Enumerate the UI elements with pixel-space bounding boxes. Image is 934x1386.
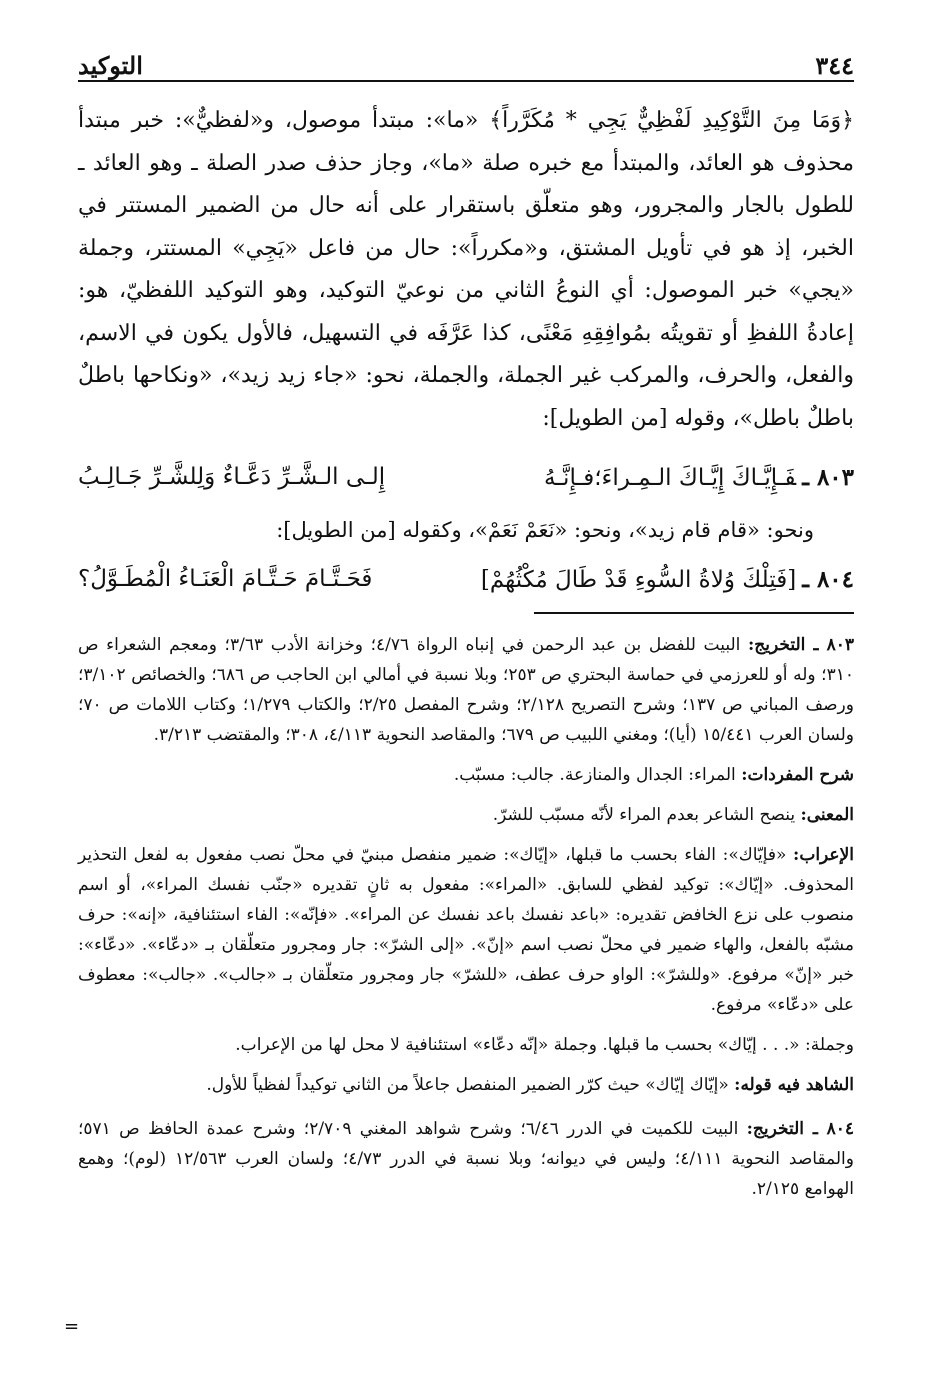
verse-803-number: ٨٠٣ ـ: [802, 463, 854, 491]
verse-804-number: ٨٠٤ ـ: [802, 565, 854, 593]
vocabulary-text: المراء: الجدال والمنازعة. جالب: مسبّب.: [453, 765, 736, 785]
footnote-804-takhrij: [78, 1114, 854, 1204]
footnote-804-label: ٨٠٤ ـ التخريج:: [746, 1119, 855, 1139]
verse-803-first-hemistich: [544, 464, 854, 491]
verse-804-first-text: [فَتِلْكَ وُلاةُ السُّوءِ قَدْ طَالَ مُكْثُهُمْ]: [480, 566, 797, 593]
main-paragraph: ﴿وَمَا مِنَ التَّوْكِيدِ لَفْظِيٌّ يَجِي * مُكَرَّراً﴾ «ما»: مبتدأ موصول، و«لفظيٌّ»: خبر مبتدأ محذوف هو العائد، والمبتدأ مع خبره صلة «ما»، وجاز حذف صدر الصلة ـ وهو العائد ـ للطول بالجار والمجرور، وهو متعلّق باستقرار على أنه حال من الضمير المستتر في الخبر، إذ هو في تأويل المشتق، و«مكرراً»: حال من فاعل «يَجِي» المستتر، وجملة «يجي» خبر الموصول: أي النوعُ الثاني من نوعيّ التوكيد، وهو التوكيد اللفظيّ، هو: إعادةُ اللفظِ أو تقويتُه بمُوافِقِهِ مَعْنًى، كذا عَرَّفَه في التسهيل، فالأول يكون في الاسم، والفعل، والحرف، والمركب غير الجملة، والجملة، نحو: «جاء زيد زيد»، «ونكاحها باطلٌ باطلٌ باطل»، وقوله [من الطويل]:: [78, 108, 854, 431]
footnote-803-takhrij: [78, 630, 854, 750]
verse-803: [78, 448, 854, 506]
vocabulary-label: شرح المفردات:: [741, 765, 854, 785]
meaning-label: المعنى:: [800, 805, 854, 825]
footnote-separator: [534, 612, 854, 614]
page-number: ٣٤٤: [815, 51, 854, 80]
intermediate-text: ونحو: «قام قام زيد»، ونحو: «نَعَمْ نَعَمْ»، وكقوله [من الطويل]:: [276, 518, 814, 542]
page-header: [78, 38, 854, 82]
verse-804-first-hemistich: [481, 566, 854, 593]
meaning-note: [78, 800, 854, 830]
irab-note: [78, 840, 854, 1020]
sentences-note: وجملة: «. . . إيّاك» بحسب ما قبلها. وجملة «إنّه دعّاء» استئنافية لا محل لها من الإعراب.: [235, 1035, 854, 1055]
verse-804: [78, 550, 854, 608]
footnotes: [78, 630, 854, 1204]
irab-text: «فإيّاك»: الفاء بحسب ما قبلها، «إيّاك»: ضمير منفصل مبنيّ في محلّ نصب مفعول به لفعل التحذير المحذوف. «إيّاك»: توكيد لفظي للسابق. «المراء»: مفعول به ثانٍ تقديره «جنّب نفسك المراء»، أو اسم منصوب على نزع الخافض تقديره: «باعد نفسك باعد نفسك عن المراء». «فإنّه»: الفاء استئنافية، «إنه»: حرف مشبّه بالفعل، والهاء ضمير في محلّ نصب اسم «إنّ». «إلى الشرّ»: جار ومجرور متعلّقان بـ «دعّاء». «دعّاء»: خبر «إنّ» مرفوع. «وللشرّ»: الواو حرف عطف، «للشرّ» جار ومجرور متعلّقان بـ «جالب». «جالب»: معطوف على «دعّاء» مرفوع.: [78, 845, 854, 1015]
main-text: [78, 100, 854, 440]
vocabulary-note: [78, 760, 854, 790]
chapter-title: التوكيد: [78, 51, 143, 80]
verse-804-second-hemistich: فَحَـتَّـامَ حَـتَّـامَ الْعَنَـاءُ الْمُطَـوَّلُ؟: [78, 566, 373, 592]
footnote-804-text: البيت للكميت في الدرر ٦/٤٦؛ وشرح شواهد المغني ٢/٧٠٩؛ وشرح عمدة الحافظ ص ٥٧١؛ والمقاصد النحوية ٤/١١١؛ وليس في ديوانه؛ وبلا نسبة في الدرر ٤/٧٣؛ ولسان العرب ١٢/٥٦٣ (لوم)؛ وهمع الهوامع ٢/١٢٥.: [78, 1119, 854, 1199]
verse-803-second-hemistich: إِلـى الـشَّـرِّ دَعَّـاءٌ وَلِلشَّـرِّ جَـالِـبُ: [78, 464, 386, 490]
irab-label: الإعراب:: [793, 845, 854, 865]
page: [78, 38, 854, 1214]
verse-803-first-text: فَـإِيَّـاكَ إِيَّـاكَ الـمِـراءَ؛فـإِنَّـهُ: [543, 464, 797, 491]
footnote-803-text: البيت للفضل بن عبد الرحمن في إنباه الرواة ٤/٧٦؛ وخزانة الأدب ٣/٦٣؛ ومعجم الشعراء ص ٣١٠؛ وله أو للعرزمي في حماسة البحتري ص ٢٥٣؛ وبلا نسبة في أمالي ابن الحاجب ص ٦٨٦؛ والخصائص ٣/١٠٢؛ ورصف المباني ص ١٣٧؛ وشرح التصريح ٢/١٢٨؛ وشرح المفصل ٢/٢٥؛ والكتاب ١/٢٧٩؛ وكتاب اللامات ص ٧٠؛ ولسان العرب ١٥/٤٤١ (أيا)؛ ومغني اللبيب ص ٦٧٩؛ والمقاصد النحوية ٤/١١٣، ٣٠٨؛ والمقتضب ٣/٢١٣.: [78, 635, 854, 745]
margin-mark: =: [64, 1316, 80, 1337]
meaning-text: ينصح الشاعر بعدم المراء لأنّه مسبّب للشرّ.: [492, 805, 796, 825]
shahid-text: «إيّاك إيّاك» حيث كرّر الضمير المنفصل جاعلاً من الثاني توكيداً لفظياً للأول.: [206, 1075, 729, 1095]
shahid-note: [78, 1070, 854, 1100]
shahid-label: الشاهد فيه قوله:: [734, 1075, 854, 1095]
footnote-803-label: ٨٠٣ ـ التخريج:: [748, 635, 855, 655]
